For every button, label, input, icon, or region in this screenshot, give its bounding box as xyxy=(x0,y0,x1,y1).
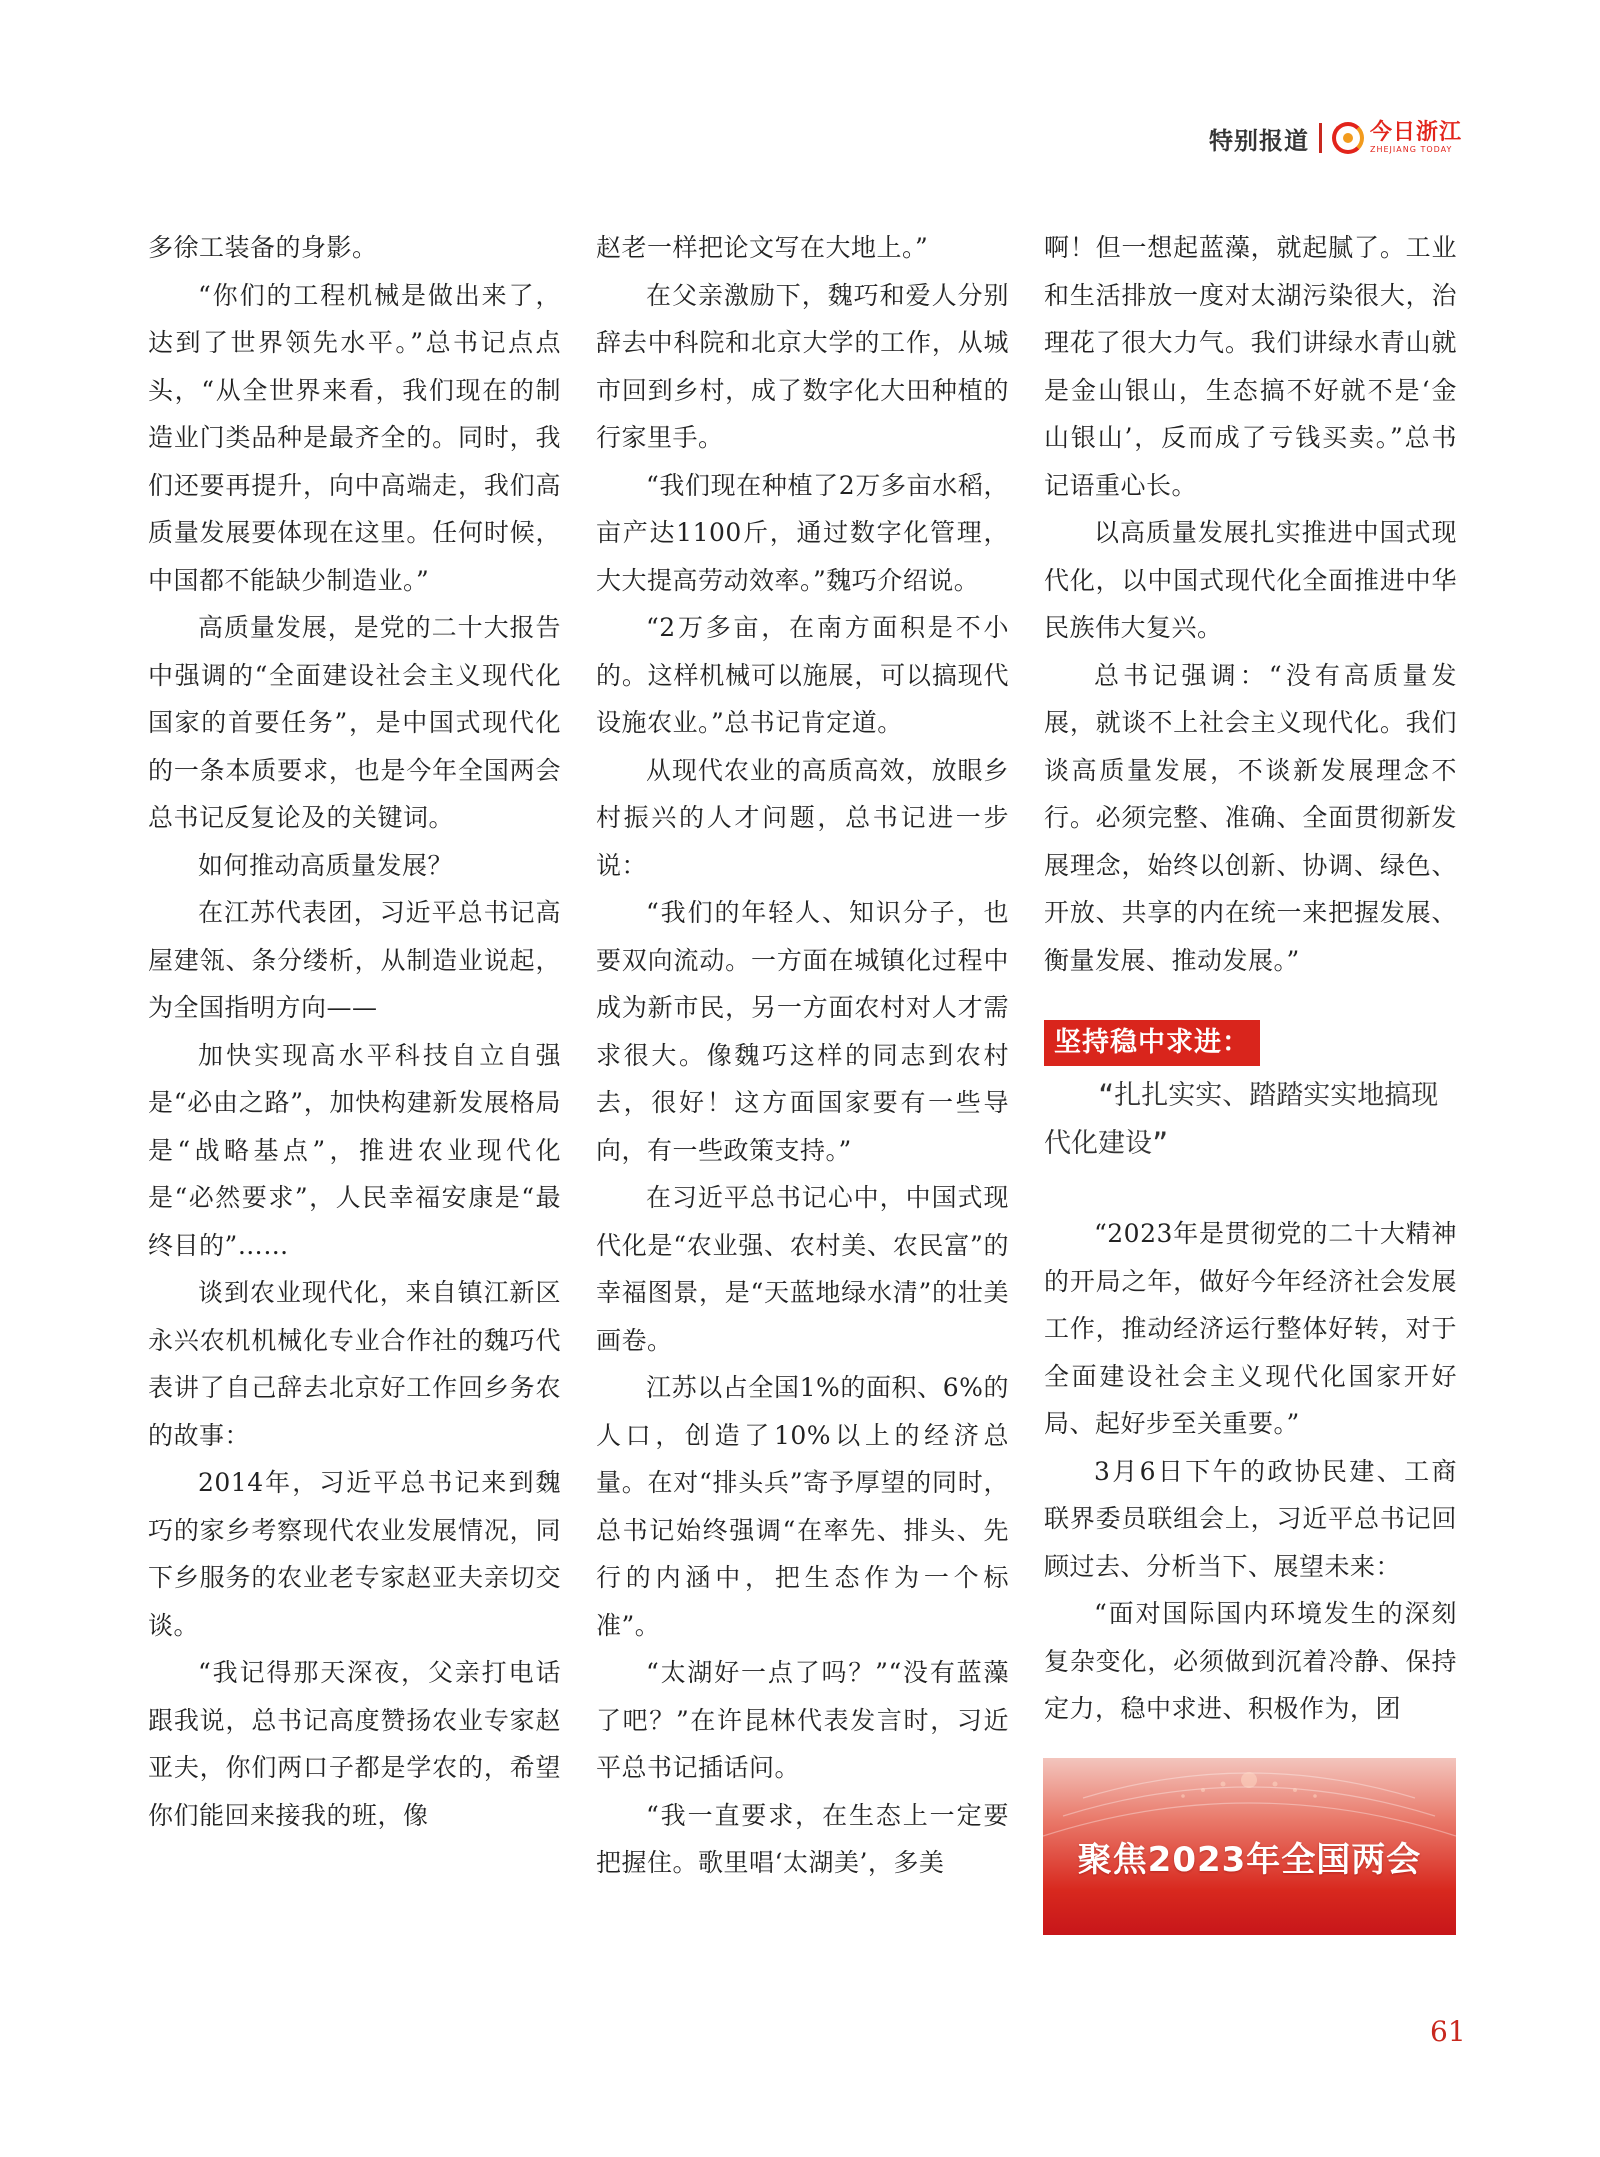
logo-text xyxy=(1370,122,1462,154)
page-number: 61 xyxy=(1430,2015,1466,2048)
paragraph: 在父亲激励下，魏巧和爱人分别辞去中科院和北京大学的工作，从城市回到乡村，成了数字化大田种植的行家里手。 xyxy=(596,280,1009,452)
paragraph: 江苏以占全国1%的面积、6%的人口，创造了10%以上的经济总量。在对“排头兵”寄予厚望的同时，总书记始终强调“在率先、排头、先行的内涵中，把生态作为一个标准”。 xyxy=(596,1373,1009,1640)
logo-chinese-name: 今日浙江 xyxy=(1369,120,1462,145)
paragraph: 3月6日下午的政协民建、工商联界委员联组会上，习近平总书记回顾过去、分析当下、展望未来： xyxy=(1044,1456,1457,1581)
text-column-2 xyxy=(596,224,1009,1887)
paragraph: 以高质量发展扎实推进中国式现代化，以中国式现代化全面推进中华民族伟大复兴。 xyxy=(1044,518,1457,642)
text-column-1 xyxy=(148,224,561,1839)
paragraph: 在江苏代表团，习近平总书记高屋建瓴、条分缕析，从制造业说起，为全国指明方向—— xyxy=(148,898,561,1022)
section-subheading xyxy=(1044,1020,1457,1168)
paragraph: 如何推动高质量发展？ xyxy=(198,850,454,880)
paragraph: “2023年是贯彻党的二十大精神的开局之年，做好今年经济社会发展工作，推动经济运行整体好转，对于全面建设社会主义现代化国家开好局、起好步至关重要。” xyxy=(1044,1219,1457,1438)
paragraph: “我一直要求，在生态上一定要把握住。歌里唱‘太湖美’，多美 xyxy=(596,1800,1009,1877)
paragraph: “2万多亩，在南方面积是不小的。这样机械可以施展，可以搞现代设施农业。”总书记肯定道。 xyxy=(596,613,1009,737)
paragraph: 赵老一样把论文写在大地上。” xyxy=(596,233,929,262)
paragraph: 2014年，习近平总书记来到魏巧的家乡考察现代农业发展情况，同下乡服务的农业老专家赵亚夫亲切交谈。 xyxy=(148,1468,561,1640)
paragraph: “你们的工程机械是做出来了，达到了世界领先水平。”总书记点点头，“从全世界来看，我们现在的制造业门类品种是最齐全的。同时，我们还要再提升，向中高端走，我们高质量发展要体现在这里。任何时候，中国都不能缺少制造业。” xyxy=(148,280,561,595)
section-label: 特别报道 xyxy=(1208,126,1309,155)
paragraph: 谈到农业现代化，来自镇江新区永兴农机机械化专业合作社的魏巧代表讲了自己辞去北京好工作回乡务农的故事： xyxy=(148,1278,561,1450)
text-column-3 xyxy=(1044,224,1457,1733)
paragraph: “面对国际国内环境发生的深刻复杂变化，必须做到沉着冷静、保持定力，稳中求进、积极作为，团 xyxy=(1044,1599,1457,1723)
logo-english-name: ZHEJIANG TODAY xyxy=(1369,145,1453,154)
paragraph: 在习近平总书记心中，中国式现代化是“农业强、农村美、农民富”的幸福图景，是“天蓝地绿水清”的壮美画卷。 xyxy=(596,1183,1009,1355)
logo-mark-icon xyxy=(1332,122,1364,154)
two-sessions-banner xyxy=(1043,1758,1456,1935)
paragraph: “我们现在种植了2万多亩水稻，亩产达1100斤，通过数字化管理，大大提高劳动效率。”魏巧介绍说。 xyxy=(596,470,1009,595)
paragraph: “太湖好一点了吗？”“没有蓝藻了吧？”在许昆林代表发言时，习近平总书记插话问。 xyxy=(596,1658,1009,1782)
paragraph: “我们的年轻人、知识分子，也要双向流动。一方面在城镇化过程中成为新市民，另一方面农村对人才需求很大。像魏巧这样的同志到农村去，很好！这方面国家要有一些导向，有一些政策支持。” xyxy=(596,898,1009,1165)
paragraph: 高质量发展，是党的二十大报告中强调的“全面建设社会主义现代化国家的首要任务”，是中国式现代化的一条本质要求，也是今年全国两会总书记反复论及的关键词。 xyxy=(148,613,561,832)
magazine-logo xyxy=(1332,122,1462,154)
paragraph: “我记得那天深夜，父亲打电话跟我说，总书记高度赞扬农业专家赵亚夫，你们两口子都是学农的，希望你们能回来接我的班，像 xyxy=(148,1658,561,1830)
paragraph: 总书记强调：“没有高质量发展，就谈不上社会主义现代化。我们谈高质量发展，不谈新发展理念不行。必须完整、准确、全面贯彻新发展理念，始终以创新、协调、绿色、开放、共享的内在统一来把握发展、衡量发展、推动发展。” xyxy=(1044,660,1457,975)
paragraph: 多徐工装备的身影。 xyxy=(148,233,378,262)
banner-title: 聚焦2023年全国两会 xyxy=(1077,1840,1422,1880)
spacer xyxy=(1044,1168,1457,1210)
paragraph: 啊！但一想起蓝藻，就起腻了。工业和生活排放一度对太湖污染很大，治理花了很大力气。我们讲绿水青山就是金山银山，生态搞不好就不是‘金山银山’，反而成了亏钱买卖。”总书记语重心长。 xyxy=(1044,233,1457,500)
subheading-title: “扎扎实实、踏踏实实地搞现代化建设” xyxy=(1044,1080,1439,1159)
subheading-tag: 坚持稳中求进： xyxy=(1044,1020,1260,1066)
paragraph: 从现代农业的高质高效，放眼乡村振兴的人才问题，总书记进一步说： xyxy=(596,755,1009,880)
page-header xyxy=(1209,118,1462,158)
paragraph: 加快实现高水平科技自立自强是“必由之路”，加快构建新发展格局是“战略基点”，推进农业现代化是“必然要求”，人民幸福安康是“最终目的”…… xyxy=(148,1040,561,1260)
header-divider xyxy=(1319,123,1322,153)
